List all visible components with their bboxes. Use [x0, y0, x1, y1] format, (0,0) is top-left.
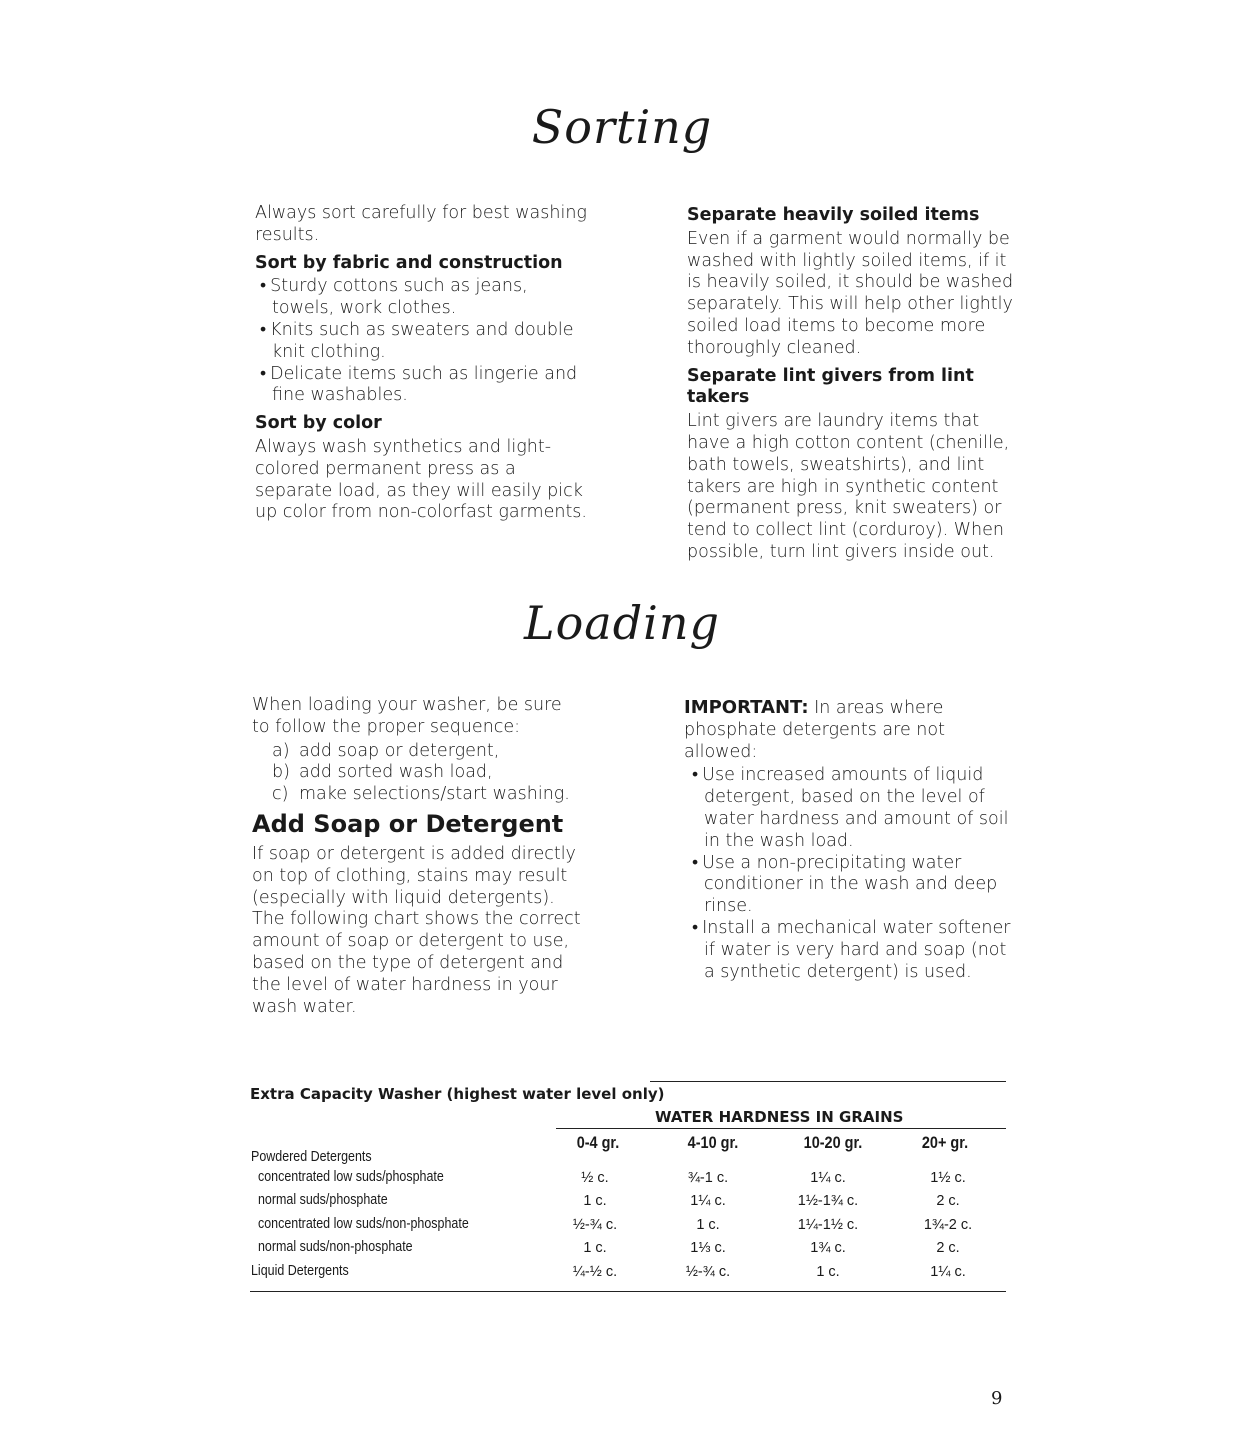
chart-header-rule: [556, 1128, 1006, 1129]
column-header: 20+ gr.: [921, 1133, 969, 1152]
table-cell: 1¼ c.: [810, 1170, 846, 1186]
important-paragraph: [684, 697, 1014, 763]
group-label-powdered: Powdered Detergents: [251, 1149, 372, 1165]
fabric-item: • Delicate items such as lingerie and fine washables.: [255, 364, 590, 408]
table-cell: 1 c.: [583, 1240, 607, 1256]
page-number: 9: [991, 1388, 1003, 1409]
important-list: [684, 765, 1014, 983]
important-item: • Use increased amounts of liquid detergent, based on the level of water hardness and amount of soil in the wash load.: [684, 765, 1014, 852]
important-item: • Install a mechanical water softener if water is very hard and soap (not a synthetic detergent) is used.: [684, 918, 1014, 983]
table-cell: ½-¾ c.: [685, 1264, 731, 1280]
loading-intro: When loading your washer, be sure to follow the proper sequence:: [252, 695, 562, 737]
color-text: Always wash synthetics and light-colored permanent press as a separate load, as they will easily pick up color from non-colorfast garments.: [255, 436, 587, 523]
loading-step: c) make selections/start washing.: [272, 784, 570, 805]
chart-bottom-rule: [250, 1291, 1006, 1292]
color-heading: Sort by color: [255, 413, 382, 434]
chart-top-rule: [650, 1081, 1006, 1082]
column-header: 0-4 gr.: [576, 1133, 620, 1152]
soap-text: If soap or detergent is added directly on top of clothing, stains may result (especially with liquid detergents). The following chart shows the correct amount of soap or detergent to use, based on the type of detergent and the level of water hardness in your wash water.: [252, 843, 581, 1017]
table-cell: ¼-½ c.: [572, 1264, 618, 1280]
loading-title: Loading: [524, 596, 720, 650]
important-item: • Use a non-precipitating water conditioner in the wash and deep rinse.: [684, 853, 1014, 918]
lint-heading: Separate lint givers from lint takers: [687, 365, 974, 408]
table-cell: 2 c.: [936, 1240, 960, 1256]
sorting-title: Sorting: [531, 100, 713, 154]
table-cell: ½ c.: [581, 1170, 609, 1186]
loading-left-column: [252, 695, 582, 1024]
table-cell: 1¼ c.: [690, 1193, 726, 1209]
table-cell: 1¾-2 c.: [923, 1217, 973, 1233]
row-label: normal suds/non-phosphate: [258, 1239, 413, 1255]
important-text: In areas where phosphate detergents are not allowed:: [684, 698, 945, 762]
fabric-item: • Knits such as sweaters and double knit clothing.: [255, 320, 590, 364]
row-label: Liquid Detergents: [251, 1263, 349, 1279]
table-cell: 1½-1¾ c.: [797, 1193, 859, 1209]
table-cell: 1 c.: [816, 1264, 840, 1280]
column-header: 4-10 gr.: [687, 1133, 739, 1152]
table-cell: 1⅓ c.: [690, 1240, 726, 1256]
soiled-heading: Separate heavily soiled items: [687, 205, 980, 225]
chart-subtitle: WATER HARDNESS IN GRAINS: [655, 1108, 904, 1126]
loading-step: a) add soap or detergent,: [272, 740, 500, 761]
fabric-heading: Sort by fabric and construction: [255, 252, 563, 273]
table-cell: ½-¾ c.: [572, 1217, 618, 1233]
table-cell: ¾-1 c.: [687, 1170, 729, 1186]
fabric-item: • Sturdy cottons such as jeans, towels, work clothes.: [255, 276, 590, 320]
sorting-right-column: [687, 205, 1017, 570]
fabric-list: [255, 276, 590, 407]
sorting-left-column: [255, 203, 590, 530]
loading-right-column: [684, 697, 1014, 989]
table-cell: 1¼-1½ c.: [797, 1217, 859, 1233]
loading-step: b) add sorted wash load,: [272, 762, 493, 783]
table-cell: 1 c.: [583, 1193, 607, 1209]
table-cell: 2 c.: [936, 1193, 960, 1209]
column-header: 10-20 gr.: [803, 1133, 863, 1152]
table-cell: 1¾ c.: [810, 1240, 846, 1256]
chart-title: Extra Capacity Washer (highest water level only): [250, 1085, 665, 1103]
row-label: normal suds/phosphate: [258, 1192, 388, 1208]
loading-steps: [252, 741, 582, 806]
soap-heading: Add Soap or Detergent: [252, 809, 564, 838]
table-cell: 1 c.: [696, 1217, 720, 1233]
sorting-intro: Always sort carefully for best washing results.: [255, 203, 587, 245]
row-label: concentrated low suds/phosphate: [258, 1169, 444, 1185]
important-label: IMPORTANT:: [684, 697, 809, 718]
row-label: concentrated low suds/non-phosphate: [258, 1216, 469, 1232]
soiled-text: Even if a garment would normally be washed with lightly soiled items, if it is heavily soiled, it should be washed separately. This will help other lightly soiled load items to become more thoroughly cleaned.: [687, 228, 1014, 358]
table-cell: 1½ c.: [930, 1170, 966, 1186]
lint-text: Lint givers are laundry items that have a high cotton content (chenille, bath towels, sweatshirts), and lint takers are high in synthetic content (permanent press, knit sweaters) or tend to collect lint (corduroy). When possible, turn lint givers inside out.: [687, 411, 1010, 562]
table-cell: 1¼ c.: [930, 1264, 966, 1280]
